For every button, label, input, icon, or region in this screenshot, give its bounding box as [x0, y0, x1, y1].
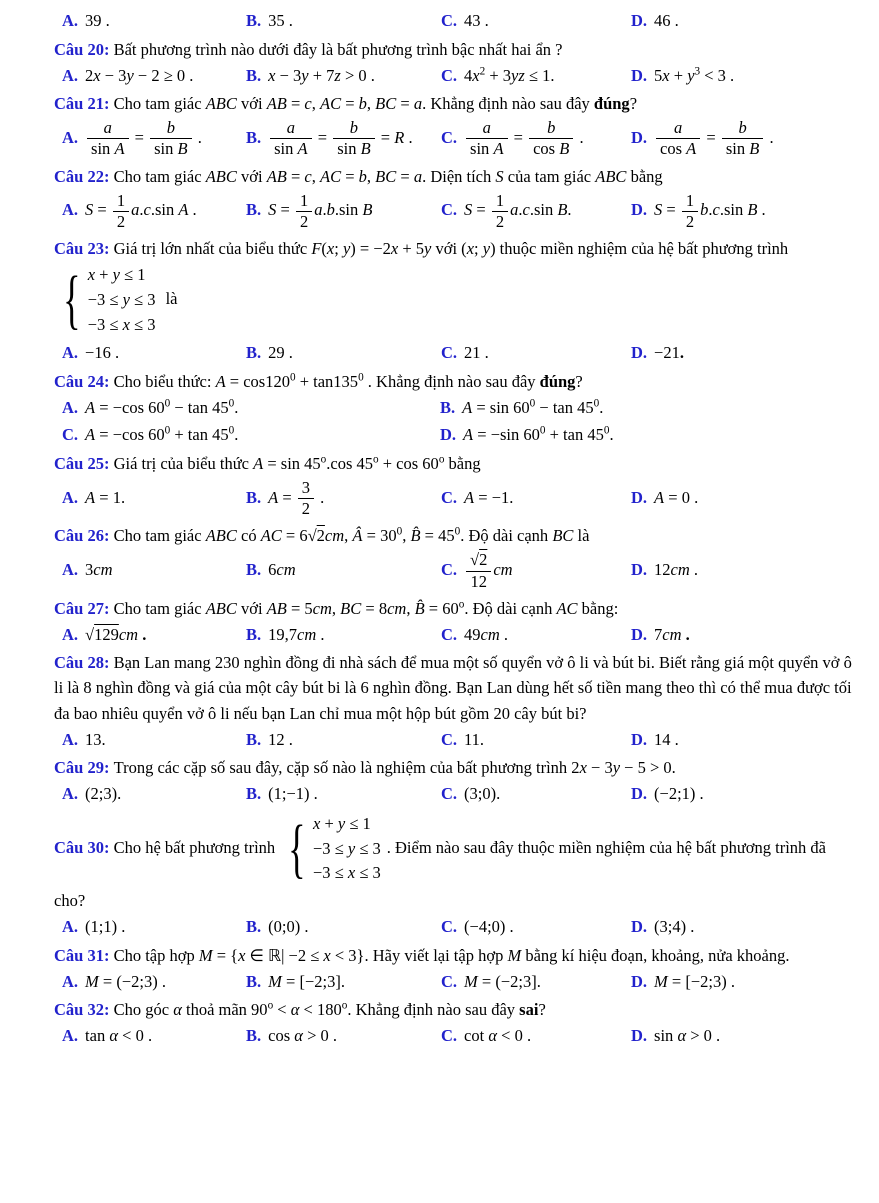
question-30: [54, 810, 853, 940]
option-letter-a: A.: [62, 11, 79, 30]
question-26-options: [54, 549, 853, 592]
option-value-c: 11.: [464, 729, 485, 749]
question-31-option-b: [246, 969, 437, 995]
question-26-statement: [54, 523, 853, 548]
option-letter-a: A.: [62, 784, 79, 804]
question-30-options: [54, 914, 853, 940]
question-24: [54, 369, 853, 448]
option-value-a: √129cm .: [85, 624, 147, 644]
question-29: [54, 755, 853, 807]
question-25-text: Giá trị của biểu thức A = sin 45$^o$.cos $45^o + \cos 60^o$ bằng: [113, 453, 481, 474]
question-22: [54, 164, 853, 233]
question-30-number-label: Câu 30:: [54, 837, 114, 857]
question-30-option-c: [441, 914, 627, 940]
question-21-text: Cho tam giác ABC với AB = c, AC = b, BC = a. Khẳng định nào sau đây đúng?: [113, 94, 638, 114]
options-row-previous-question-option-a: [62, 8, 242, 34]
option-value-b: cos α > 0 .: [268, 1026, 337, 1046]
question-27-text: Cho tam giác ABC với AB = 5cm, BC = 8cm, B̂ = $60^o$. Độ dài cạnh AC bằng:: [113, 598, 619, 618]
question-20-number-label: Câu 20:: [54, 39, 114, 59]
option-value-d: $\frac{a}{\text{cos A}}$ = $\frac{b}{\text{sin B}}$ .: [654, 128, 774, 147]
option-value-c: cot α < 0 .: [464, 1026, 532, 1046]
question-27-option-a: [62, 622, 242, 648]
option-letter-b: B.: [440, 397, 456, 417]
option-value-b: 29 .: [268, 343, 293, 363]
question-20-statement: [54, 37, 853, 62]
option-value-b: (1;−1) .: [268, 784, 318, 804]
question-22-option-b: [246, 190, 437, 233]
option-letter-d: D.: [631, 343, 648, 363]
question-31-statement: [54, 943, 853, 968]
question-30-option-a: [62, 914, 242, 940]
question-25-statement: [54, 451, 853, 476]
option-letter-b: B.: [246, 559, 262, 579]
option-value-a: A = 1.: [85, 487, 126, 507]
options-row-previous-question: [54, 8, 853, 34]
question-31-text: Cho tập hợp M = {x ∈ ℝ| −2 ≤ x < 3}. Hãy viết lại tập hợp M bằng kí hiệu đoạn, khoảng, nửa khoảng.: [113, 945, 790, 965]
question-29-option-b: [246, 781, 437, 807]
question-24-text: Cho biểu thức: $A = \cos 120^0 + \tan 135^0$ . Khẳng định nào sau đây đúng?: [113, 371, 583, 391]
question-28-number-label: Câu 28:: [54, 653, 114, 673]
question-21-number-label: Câu 21:: [54, 94, 114, 114]
option-value-a: (2;3).: [85, 784, 122, 804]
question-21-option-b: [246, 117, 437, 160]
question-25: [54, 451, 853, 520]
option-letter-c: C.: [441, 65, 458, 85]
option-value-a: 39 .: [85, 11, 110, 30]
question-23-option-a: [62, 340, 242, 366]
option-value-d: A = 0 .: [654, 487, 699, 507]
question-26-text: Cho tam giác ABC có AC = 6√2cm, Â = $30^0$, B̂ = $45^0$. Độ dài cạnh BC là: [113, 525, 590, 546]
option-value-b: S = $\frac{1}{2}$ a.b.sin B: [268, 190, 373, 231]
question-29-option-c: [441, 781, 627, 807]
option-letter-b: B.: [246, 343, 262, 363]
option-value-a: M = (−2;3) .: [85, 971, 166, 991]
option-value-b: 6cm: [268, 559, 296, 579]
question-23-option-d: [631, 340, 853, 366]
question-20-option-a: [62, 63, 242, 89]
option-value-c: $\frac{√2}{12}$ cm: [464, 560, 513, 579]
question-26-option-b: [246, 557, 437, 583]
option-value-c: A = −cos $60^0 + \tan 45^0$.: [85, 424, 239, 445]
question-31-options: [54, 969, 853, 995]
question-22-number-label: Câu 22:: [54, 166, 114, 186]
question-28-option-c: [441, 727, 627, 753]
option-value-d: S = $\frac{1}{2}$ b.c.sin B .: [654, 190, 766, 231]
option-value-c: 49cm .: [464, 624, 509, 644]
option-value-b: (0;0) .: [268, 917, 309, 937]
question-27-options: [54, 622, 853, 648]
option-value-c: A = −1.: [464, 487, 514, 507]
question-31-option-a: [62, 969, 242, 995]
option-letter-a: A.: [62, 397, 79, 417]
question-30-option-b: [246, 914, 437, 940]
question-32-option-d: [631, 1023, 853, 1049]
option-value-d: M = [−2;3) .: [654, 971, 735, 991]
option-value-d: 46 .: [654, 11, 679, 30]
option-value-d: $5x + y^3 < 3$ .: [654, 65, 735, 85]
question-31-option-c: [441, 969, 627, 995]
question-21: [54, 91, 853, 160]
option-letter-d: D.: [631, 624, 648, 644]
question-25-option-a: [62, 485, 242, 511]
option-letter-b: B.: [246, 784, 262, 804]
question-23: [54, 236, 853, 366]
option-letter-b: B.: [246, 65, 262, 85]
option-value-d: sin α > 0 .: [654, 1026, 721, 1046]
question-32-statement: [54, 997, 853, 1022]
question-25-options: [54, 477, 853, 520]
option-letter-c: C.: [441, 971, 458, 991]
question-32-option-c: [441, 1023, 627, 1049]
option-letter-d: D.: [440, 425, 457, 445]
option-letter-d: D.: [631, 200, 648, 220]
option-letter-a: A.: [62, 1026, 79, 1046]
options-row-previous-question-option-b: [246, 8, 437, 34]
option-letter-c: C.: [62, 425, 79, 445]
question-28-option-d: [631, 727, 853, 753]
option-letter-c: C.: [441, 487, 458, 507]
option-letter-d: D.: [631, 784, 648, 804]
option-value-c: $\frac{a}{\text{sin A}}$ = $\frac{b}{\text{cos B}}$ .: [464, 128, 584, 147]
option-value-a: −16 .: [85, 343, 120, 363]
option-letter-b: B.: [246, 624, 262, 644]
option-letter-a: A.: [62, 971, 79, 991]
options-row-previous-question-option-c: [441, 8, 627, 34]
question-31-number-label: Câu 31:: [54, 945, 114, 965]
question-29-number-label: Câu 29:: [54, 758, 114, 778]
option-value-b: $A = \sin 60^0 - \tan 45^0$.: [462, 397, 604, 417]
question-22-option-d: [631, 190, 853, 233]
option-value-b: $\frac{a}{\text{sin A}}$ = $\frac{b}{\text{sin B}}$ = R .: [268, 128, 412, 147]
question-20-option-d: [631, 63, 853, 89]
question-29-option-a: [62, 781, 242, 807]
question-21-options: [54, 117, 853, 160]
option-letter-b: B.: [246, 127, 262, 147]
question-30-text: Cho hệ bất phương trình { x + y ≤ 1 −3 ≤ y ≤ 3 −3 ≤ x ≤ 3 . Điểm nào sau đây thuộc miền nghiệm của hệ bất phương trình đã cho?: [54, 811, 826, 911]
question-24-option-d: [440, 422, 853, 448]
option-letter-d: D.: [631, 559, 648, 579]
question-23-option-c: [441, 340, 627, 366]
question-27-statement: [54, 596, 853, 621]
option-letter-b: B.: [246, 917, 262, 937]
option-letter-c: C.: [441, 11, 458, 30]
option-value-c: S = $\frac{1}{2}$ a.c.sin B.: [464, 190, 572, 231]
question-32-option-b: [246, 1023, 437, 1049]
option-value-d: 7cm .: [654, 624, 690, 644]
option-letter-c: C.: [441, 200, 458, 220]
option-letter-a: A.: [62, 917, 79, 937]
question-28-option-b: [246, 727, 437, 753]
question-23-text: Giá trị lớn nhất của biểu thức F(x; y) = −2x + 5y với (x; y) thuộc miền nghiệm của hệ bất phương trình { x + y ≤ 1 −3 ≤ y ≤ 3 −3 ≤ x ≤ 3 là: [63, 238, 789, 337]
question-20: [54, 37, 853, 89]
question-25-option-c: [441, 485, 627, 511]
option-value-c: (−4;0) .: [464, 917, 514, 937]
option-letter-a: A.: [62, 487, 79, 507]
option-letter-a: A.: [62, 200, 79, 220]
option-value-a: $\frac{a}{\text{sin A}}$ = $\frac{b}{\text{sin B}}$ .: [85, 128, 202, 147]
question-29-option-d: [631, 781, 853, 807]
option-value-c: 43 .: [464, 11, 489, 30]
question-28-options: [54, 727, 853, 753]
question-30-option-d: [631, 914, 853, 940]
question-24-option-c: [62, 422, 436, 448]
option-value-c: M = (−2;3].: [464, 971, 541, 991]
question-23-number-label: Câu 23:: [54, 238, 114, 258]
question-20-options: [54, 63, 853, 89]
question-22-text: Cho tam giác ABC với AB = c, AC = b, BC = a. Diện tích S của tam giác ABC bằng: [113, 166, 663, 186]
option-letter-d: D.: [631, 917, 648, 937]
question-23-options: [54, 340, 853, 366]
question-31: [54, 943, 853, 995]
question-31-option-d: [631, 969, 853, 995]
option-letter-c: C.: [441, 343, 458, 363]
question-29-statement: [54, 755, 853, 780]
question-24-options: [54, 395, 853, 448]
option-value-d: 12cm .: [654, 559, 699, 579]
question-26-number-label: Câu 26:: [54, 526, 114, 546]
option-value-a: S = $\frac{1}{2}$ a.c.sin A .: [85, 190, 197, 231]
option-letter-d: D.: [631, 971, 648, 991]
question-20-option-c: [441, 63, 627, 89]
option-value-d: (−2;1) .: [654, 784, 704, 804]
question-21-option-a: [62, 117, 242, 160]
option-value-a: 2x − 3y − 2 ≥ 0 .: [85, 65, 194, 85]
question-24-statement: [54, 369, 853, 394]
option-letter-d: D.: [631, 11, 648, 30]
question-23-option-b: [246, 340, 437, 366]
option-value-d: A = −sin $60^0 + \tan 45^0$.: [463, 424, 614, 445]
option-letter-c: C.: [441, 127, 458, 147]
option-value-b: 12 .: [268, 729, 293, 749]
question-28-text: Bạn Lan mang 230 nghìn đồng đi nhà sách để mua một số quyển vở ô li và bút bi. Biết rằng giá một quyển vở ô li là 8 nghìn đồng và giá của một cây bút bi là 6 nghìn đồng. Bạn Lan dùng hết số tiền mang theo thì có thể mua được tối đa bao nhiêu quyển vở ô li nếu bạn Lan chỉ mua một hộp bút gồm 20 cây bút bi?: [54, 653, 852, 723]
option-value-d: 14 .: [654, 729, 679, 749]
question-26-option-c: [441, 549, 627, 592]
option-letter-c: C.: [441, 559, 458, 579]
option-value-d: −21.: [654, 343, 684, 363]
option-value-b: A = $\frac{3}{2}$ .: [268, 478, 325, 519]
question-22-statement: [54, 164, 853, 189]
question-27-number-label: Câu 27:: [54, 598, 114, 618]
option-value-c: (3;0).: [464, 784, 501, 804]
question-24-option-b: [440, 395, 853, 421]
option-letter-c: C.: [441, 917, 458, 937]
option-letter-b: B.: [246, 487, 262, 507]
option-letter-c: C.: [441, 624, 458, 644]
option-letter-a: A.: [62, 127, 79, 147]
option-value-a: tan α < 0 .: [85, 1026, 153, 1046]
option-letter-b: B.: [246, 971, 262, 991]
option-letter-d: D.: [631, 729, 648, 749]
option-value-c: 21 .: [464, 343, 489, 363]
question-28-option-a: [62, 727, 242, 753]
option-letter-b: B.: [246, 1026, 262, 1046]
option-value-a: (1;1) .: [85, 917, 126, 937]
question-26: [54, 523, 853, 592]
question-26-option-d: [631, 557, 853, 583]
question-29-options: [54, 781, 853, 807]
question-29-text: Trong các cặp số sau đây, cặp số nào là nghiệm của bất phương trình 2x − 3y − 5 > 0.: [113, 758, 676, 778]
option-letter-d: D.: [631, 65, 648, 85]
option-letter-d: D.: [631, 127, 648, 147]
option-letter-a: A.: [62, 624, 79, 644]
question-24-option-a: [62, 395, 436, 421]
question-22-option-a: [62, 190, 242, 233]
question-22-option-c: [441, 190, 627, 233]
option-value-a: 3cm: [85, 559, 113, 579]
question-32-number-label: Câu 32:: [54, 1000, 114, 1020]
option-value-b: 35 .: [268, 11, 293, 30]
option-letter-a: A.: [62, 729, 79, 749]
question-30-statement: [54, 810, 853, 913]
question-32-options: [54, 1023, 853, 1049]
question-25-number-label: Câu 25:: [54, 454, 114, 474]
question-32: [54, 997, 853, 1049]
option-value-d: (3;4) .: [654, 917, 695, 937]
option-letter-d: D.: [631, 487, 648, 507]
question-21-statement: [54, 91, 853, 116]
question-25-option-d: [631, 485, 853, 511]
question-24-number-label: Câu 24:: [54, 371, 114, 391]
question-32-text: Cho góc α thoả mãn $90^o < \alpha < 180^o$. Khẳng định nào sau đây sai?: [113, 999, 546, 1020]
question-27-option-d: [631, 622, 853, 648]
option-letter-a: A.: [62, 559, 79, 579]
question-27-option-c: [441, 622, 627, 648]
option-value-b: x − 3y + 7z > 0 .: [268, 65, 375, 85]
option-letter-b: B.: [246, 729, 262, 749]
question-21-option-c: [441, 117, 627, 160]
question-27-option-b: [246, 622, 437, 648]
option-value-a: A = −cos $60^0 - \tan 45^0$.: [85, 397, 239, 417]
question-32-option-a: [62, 1023, 242, 1049]
option-letter-a: A.: [62, 65, 79, 85]
question-28: [54, 650, 853, 752]
option-letter-c: C.: [441, 729, 458, 749]
option-letter-a: A.: [62, 343, 79, 363]
question-28-statement: [54, 650, 853, 725]
option-letter-c: C.: [441, 784, 458, 804]
options-row-previous-question-option-d: [631, 8, 853, 34]
option-letter-c: C.: [441, 1026, 458, 1046]
question-25-option-b: [246, 477, 437, 520]
question-23-statement: [54, 236, 853, 339]
option-value-b: M = [−2;3].: [268, 971, 345, 991]
option-letter-d: D.: [631, 1026, 648, 1046]
question-22-options: [54, 190, 853, 233]
option-letter-b: B.: [246, 200, 262, 220]
question-20-text: Bất phương trình nào dưới đây là bất phương trình bậc nhất hai ẩn ?: [113, 39, 563, 59]
option-value-a: 13.: [85, 729, 106, 749]
options-row-previous-question-options: [54, 8, 853, 34]
option-letter-b: B.: [246, 11, 262, 30]
option-value-c: $4x^2 + 3yz \le 1$.: [464, 65, 555, 85]
option-value-b: 19,7cm .: [268, 624, 325, 644]
question-21-option-d: [631, 117, 853, 160]
question-20-option-b: [246, 63, 437, 89]
question-26-option-a: [62, 557, 242, 583]
question-27: [54, 596, 853, 648]
